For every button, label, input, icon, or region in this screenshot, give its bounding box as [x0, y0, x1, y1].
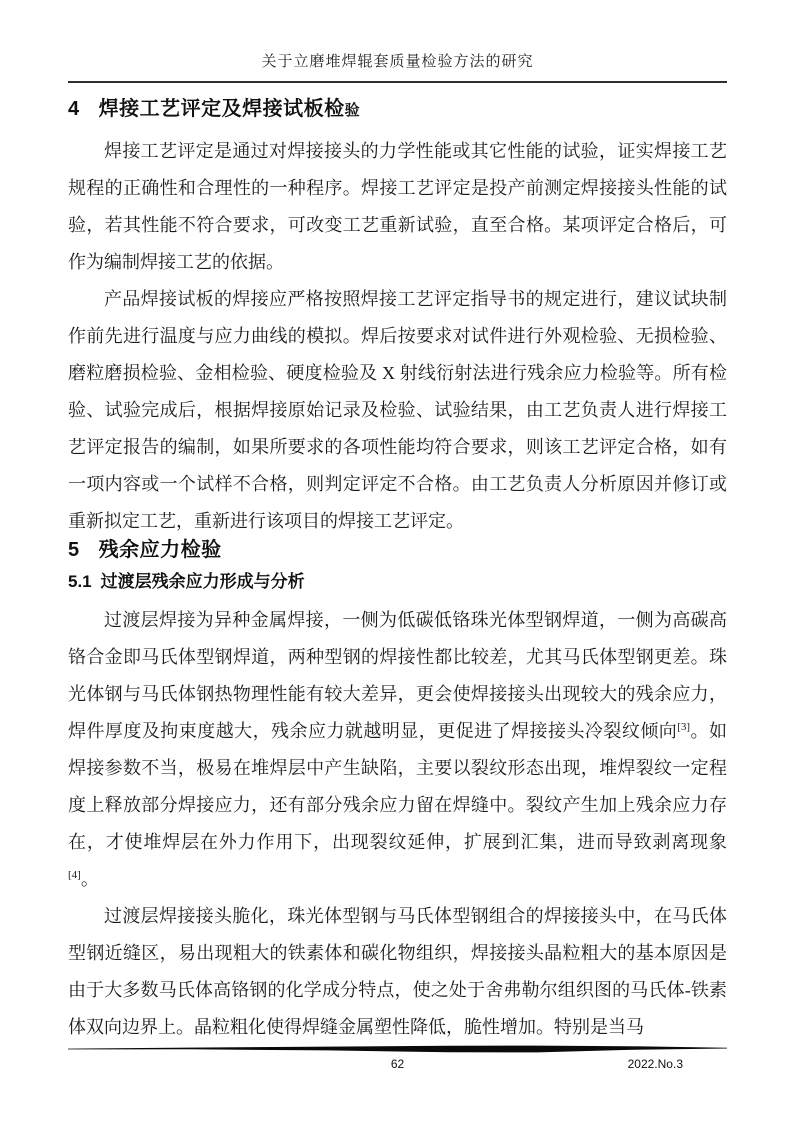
header-divider — [68, 81, 727, 83]
running-head — [68, 0, 727, 71]
paragraph-joint-embrittlement: 过渡层焊接接头脆化，珠光体型钢与马氏体型钢组合的焊接接头中，在马氏体型钢近缝区，易出现粗大的铁素体和碳化物组织，焊接接头晶粒粗大的基本原因是由于大多数马氏体高铬钢的化学成分特点，使之处于舍弗勒尔组织图的马氏体-铁素体双向边界上。晶粒粗化使得焊缝金属塑性降低，脆性增加。特别是当马 — [68, 906, 727, 1037]
section-5-1-number: 5.1 — [68, 572, 92, 591]
running-head-title: 关于立磨堆焊辊套质量检验方法的研究 — [261, 54, 534, 70]
page-content — [68, 0, 727, 1046]
issue-label: 2022.No.3 — [627, 1057, 683, 1071]
section-5-heading — [68, 537, 727, 563]
page-number: 62 — [390, 1057, 405, 1071]
paragraph-transition-layer-residual-stress: 过渡层焊接为异种金属焊接，一侧为低碳低铬珠光体型钢焊道，一侧为高碳高铬合金即马氏体型钢焊道，两种型钢的焊接性都比较差，尤其马氏体型钢更差。珠光体钢与马氏体钢热物理性能有较大差异，更会使焊接接头出现较大的残余应力，焊件厚度及拘束度越大，残余应力就越明显，更促进了焊接接头冷裂纹倾向[3]。如焊接参数不当，极易在堆焊层中产生缺陷，主要以裂纹形态出现，堆焊裂纹一定程度上释放部分焊接应力，还有部分残余应力留在焊缝中。裂纹产生加上残余应力存在，才使堆焊层在外力作用下，出现裂纹延伸，扩展到汇集，进而导致剥离现象[4]。 — [68, 610, 727, 889]
section-5-title: 残余应力检验 — [98, 539, 222, 561]
section-5-number: 5 — [68, 539, 80, 561]
section-4-number: 4 — [68, 98, 80, 120]
paragraph-test-plate-welding: 产品焊接试板的焊接应严格按照焊接工艺评定指导书的规定进行，建议试块制作前先进行温度与应力曲线的模拟。焊后按要求对试件进行外观检验、无损检验、磨粒磨损检验、金相检验、硬度检验及 X 射线衍射法进行残余应力检验等。所有检验、试验完成后，根据焊接原始记录及检验、试验结果，由工艺负责人进行焊接工艺评定报告的编制，如果所要求的各项性能均符合要求，则该工艺评定合格，如有一项内容或一个试样不合格，则判定评定不合格。由工艺负责人分析原因并修订或重新拟定工艺，重新进行该项目的焊接工艺评定。 — [68, 289, 727, 531]
section-5-1-heading — [68, 570, 727, 594]
section-4-title: 焊接工艺评定及焊接试板检 — [98, 98, 345, 120]
section-4-heading — [68, 96, 727, 124]
footer-bar — [68, 1045, 727, 1053]
paragraph-weld-procedure-qualification: 焊接工艺评定是通过对焊接接头的力学性能或其它性能的试验，证实焊接工艺规程的正确性和合理性的一种程序。焊接工艺评定是投产前测定焊接接头性能的试验，若其性能不符合要求，可改变工艺重新试验，直至合格。某项评定合格后，可作为编制焊接工艺的依据。 — [68, 141, 727, 272]
section-5-1-title: 过渡层残余应力形成与分析 — [100, 572, 305, 591]
section-4-title-tail: 验 — [344, 103, 361, 119]
